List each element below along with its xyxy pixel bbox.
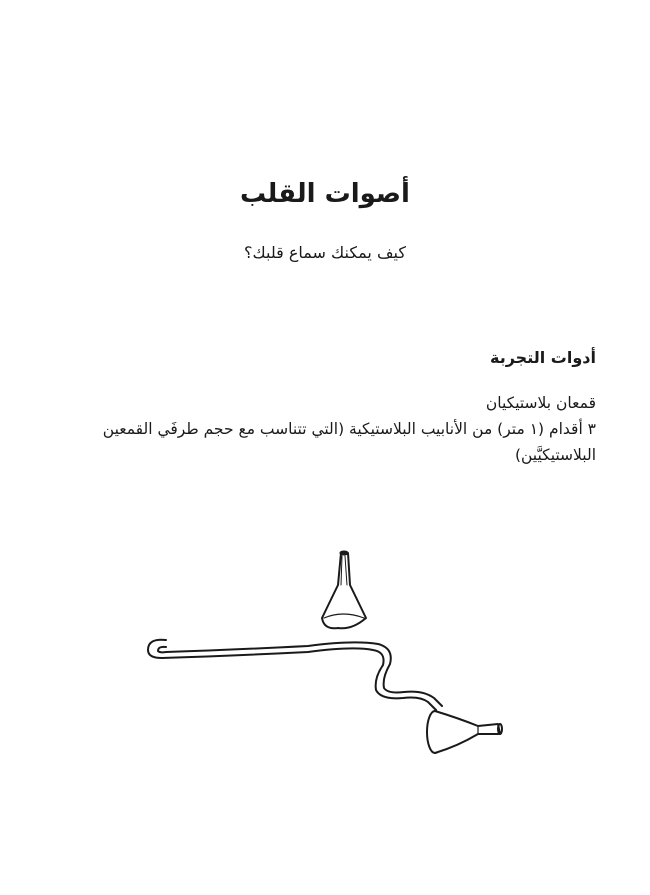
materials-list xyxy=(51,390,596,468)
materials-heading: أدوات التجربة xyxy=(490,348,596,367)
upright-funnel-icon xyxy=(322,552,366,629)
lying-funnel-icon xyxy=(427,711,502,753)
funnels-and-tube-stethoscope-icon xyxy=(138,540,518,770)
materials-item-funnels: قمعان بلاستيكيان xyxy=(485,394,596,412)
page-subtitle: كيف يمكنك سماع قلبك؟ xyxy=(244,243,406,262)
materials-item-tubing: ٣ أقدام (١ متر) من الأنابيب البلاستيكية (التي تتناسب مع حجم طرفَي القمعين البلاستيكيَّين) xyxy=(102,420,596,464)
page-title: أصوات القلب xyxy=(240,179,410,209)
